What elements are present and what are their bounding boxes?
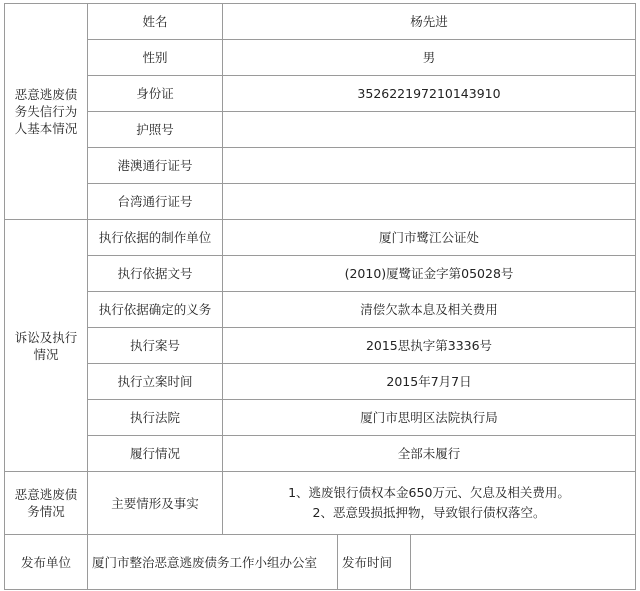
row-value: 清偿欠款本息及相关费用 <box>223 292 636 328</box>
row-label: 执行立案时间 <box>88 364 223 400</box>
row-label: 性别 <box>88 40 223 76</box>
row-label: 护照号 <box>88 112 223 148</box>
fact-line-1: 1、逃废银行债权本金650万元、欠息及相关费用。 <box>288 485 570 500</box>
table-row <box>5 328 636 364</box>
row-label: 执行依据确定的义务 <box>88 292 223 328</box>
row-value: 全部未履行 <box>223 436 636 472</box>
row-value <box>223 112 636 148</box>
section-title-litigation: 诉讼及执行情况 <box>5 220 88 472</box>
row-label: 身份证 <box>88 76 223 112</box>
footer-title: 发布单位 <box>5 535 88 590</box>
row-value: 男 <box>223 40 636 76</box>
row-value <box>223 184 636 220</box>
row-label: 执行案号 <box>88 328 223 364</box>
row-value: 2015年7月7日 <box>223 364 636 400</box>
row-value: 厦门市鹭江公证处 <box>223 220 636 256</box>
table-row <box>5 256 636 292</box>
table-row <box>5 112 636 148</box>
table-row <box>5 436 636 472</box>
section-title-basic-info: 恶意逃废债务失信行为人基本情况 <box>5 4 88 220</box>
table-row <box>5 535 636 590</box>
row-label: 执行依据文号 <box>88 256 223 292</box>
row-value: 厦门市思明区法院执行局 <box>223 400 636 436</box>
publisher-unit: 厦门市整治恶意逃废债务工作小组办公室 <box>88 535 338 590</box>
row-value: 2015思执字第3336号 <box>223 328 636 364</box>
table-row <box>5 364 636 400</box>
publish-time-label: 发布时间 <box>338 535 411 590</box>
row-label: 主要情形及事实 <box>88 472 223 535</box>
table-row <box>5 148 636 184</box>
row-value: 杨先进 <box>223 4 636 40</box>
row-value-facts <box>223 472 636 535</box>
row-value <box>223 148 636 184</box>
row-value: (2010)厦鹭证金字第05028号 <box>223 256 636 292</box>
row-label: 姓名 <box>88 4 223 40</box>
table-row <box>5 220 636 256</box>
row-label: 执行法院 <box>88 400 223 436</box>
row-label: 履行情况 <box>88 436 223 472</box>
table-row <box>5 292 636 328</box>
info-table <box>4 3 636 590</box>
table-row <box>5 472 636 535</box>
row-label: 台湾通行证号 <box>88 184 223 220</box>
section-title-evasion: 恶意逃废债务情况 <box>5 472 88 535</box>
table-row <box>5 400 636 436</box>
row-label: 执行依据的制作单位 <box>88 220 223 256</box>
row-value: 352622197210143910 <box>223 76 636 112</box>
fact-line-2: 2、恶意毁损抵押物，导致银行债权落空。 <box>312 505 546 520</box>
table-row <box>5 4 636 40</box>
table-row <box>5 184 636 220</box>
row-label: 港澳通行证号 <box>88 148 223 184</box>
table-row <box>5 40 636 76</box>
publish-time-value <box>411 535 636 590</box>
table-row <box>5 76 636 112</box>
